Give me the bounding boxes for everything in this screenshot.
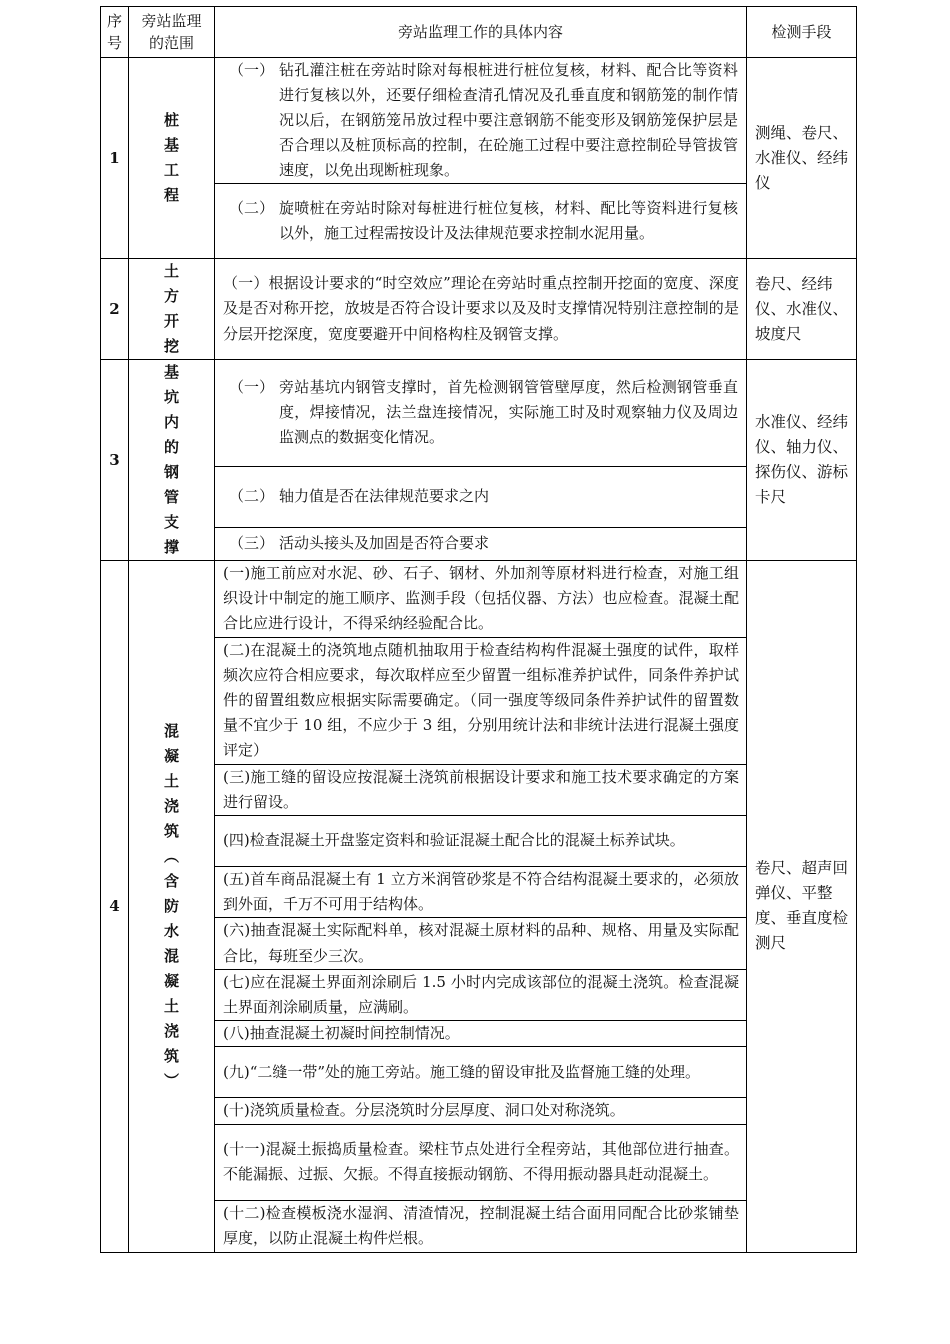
row-number: 1 xyxy=(101,58,129,259)
header-scope xyxy=(129,7,215,58)
table-row xyxy=(101,184,857,259)
scope-char: 撑 xyxy=(163,538,179,556)
tools-cell: 测绳、卷尺、水准仪、经纬仪 xyxy=(747,58,857,259)
scope-char: 浇 xyxy=(163,796,179,815)
table-row xyxy=(101,1098,857,1124)
scope-char: 钢 xyxy=(163,463,179,481)
content-cell: (五)首车商品混凝土有 1 立方米润管砂浆是不符合结构混凝土要求的，必须放到外面，千万不可用于结构体。 xyxy=(215,867,747,918)
table-row xyxy=(101,764,857,815)
table-row xyxy=(101,466,857,527)
item-text: 旋喷桩在旁站时除对每桩进行桩位复核，材料、配比等资料进行复核以外，施工过程需按设计及法律规范要求控制水泥用量。 xyxy=(279,199,738,242)
table-row xyxy=(101,816,857,867)
tools-cell: 卷尺、超声回弹仪、平整度、垂直度检测尺 xyxy=(747,561,857,1253)
scope-char: 混 xyxy=(163,946,179,965)
content-cell: (十二)检查模板浇水湿润、清渣情况，控制混凝土结合面用同配合比砂浆铺垫厚度，以防止混凝土构件烂根。 xyxy=(215,1200,747,1252)
row-number: 4 xyxy=(101,561,129,1253)
scope-char: ︵ xyxy=(163,846,179,865)
content-item xyxy=(215,375,746,450)
header-index-line2: 号 xyxy=(106,34,122,52)
content-cell: (十)浇筑质量检查。分层浇筑时分层厚度、洞口处对称浇筑。 xyxy=(215,1098,747,1124)
content-item xyxy=(215,196,746,246)
content-cell xyxy=(215,184,747,259)
row-scope xyxy=(129,360,215,561)
table-row xyxy=(101,1124,857,1200)
item-marker: （一） xyxy=(229,61,275,79)
scope-char: 基 xyxy=(163,363,179,381)
table-row xyxy=(101,1200,857,1252)
item-marker: （三） xyxy=(229,534,275,553)
scope-char: 坑 xyxy=(163,388,179,406)
table-row xyxy=(101,360,857,467)
scope-char: 基 xyxy=(163,136,179,154)
table-row xyxy=(101,1047,857,1098)
table-row xyxy=(101,527,857,560)
header-tools: 检测手段 xyxy=(747,7,857,58)
scope-char: 含 xyxy=(163,871,179,890)
table-row xyxy=(101,561,857,638)
scope-char: 挖 xyxy=(163,337,179,355)
table-row xyxy=(101,259,857,360)
scope-char: 的 xyxy=(163,438,179,456)
scope-char: ︶ xyxy=(163,1071,179,1090)
scope-char: 内 xyxy=(163,413,179,431)
content-cell xyxy=(215,527,747,560)
content-cell: (八)抽查混凝土初凝时间控制情况。 xyxy=(215,1021,747,1047)
scope-char: 筑 xyxy=(163,1046,179,1065)
table-row xyxy=(101,969,857,1020)
content-cell: (六)抽查混凝土实际配料单，核对混凝土原材料的品种、规格、用量及实际配合比，每班至少三次。 xyxy=(215,918,747,969)
content-cell: (一)施工前应对水泥、砂、石子、钢材、外加剂等原材料进行检查，对施工组织设计中制定的施工顺序、监测手段（包括仪器、方法）也应检查。混凝土配合比应进行设计，不得采纳经验配合比。 xyxy=(215,561,747,638)
row-scope xyxy=(129,58,215,259)
content-cell: (七)应在混凝土界面剂涂刷后 1.5 小时内完成该部位的混凝土浇筑。检查混凝土界面剂涂刷质量，应满刷。 xyxy=(215,969,747,1020)
scope-char: 防 xyxy=(163,896,179,915)
content-cell: (九)“二缝一带”处的施工旁站。施工缝的留设审批及监督施工缝的处理。 xyxy=(215,1047,747,1098)
scope-char: 凝 xyxy=(163,971,179,990)
scope-char: 水 xyxy=(163,921,179,940)
row-scope xyxy=(129,561,215,1253)
scope-char: 土 xyxy=(163,262,179,280)
item-text: 轴力值是否在法律规范要求之内 xyxy=(279,487,490,506)
scope-char: 凝 xyxy=(163,746,179,765)
item-text: 旁站基坑内钢管支撑时，首先检测钢管管壁厚度，然后检测钢管垂直度，焊接情况，法兰盘连接情况，实际施工时及时观察轴力仪及周边监测点的数据变化情况。 xyxy=(279,378,738,447)
row-scope xyxy=(129,259,215,360)
scope-char: 土 xyxy=(163,771,179,790)
item-text: 活动头接头及加固是否符合要求 xyxy=(279,534,490,553)
item-marker: （二） xyxy=(229,199,275,217)
item-marker: （一） xyxy=(229,378,275,397)
scope-char: 浇 xyxy=(163,1021,179,1040)
header-index-line1: 序 xyxy=(106,12,122,30)
content-cell: (三)施工缝的留设应按混凝土浇筑前根据设计要求和施工技术要求确定的方案进行留设。 xyxy=(215,764,747,815)
scope-char: 支 xyxy=(163,513,179,531)
scope-char: 混 xyxy=(163,721,179,740)
scope-char: 程 xyxy=(163,186,179,204)
header-index xyxy=(101,7,129,58)
scope-char: 工 xyxy=(163,161,179,179)
header-scope-line1: 旁站监理 xyxy=(141,12,202,30)
content-item xyxy=(215,484,746,509)
scope-char: 筑 xyxy=(163,821,179,840)
header-scope-line2: 的范围 xyxy=(148,34,194,52)
supervision-table xyxy=(100,6,857,1253)
row-number: 2 xyxy=(101,259,129,360)
scope-char: 土 xyxy=(163,996,179,1015)
content-cell: （一）根据设计要求的“时空效应”理论在旁站时重点控制开挖面的宽度、深度及是否对称开挖，放坡是否符合设计要求以及及时支撑情况特别注意控制的是分层开挖深度，宽度要避开中间格构柱及钢管支撑。 xyxy=(215,259,747,360)
content-cell xyxy=(215,360,747,467)
table-row xyxy=(101,58,857,184)
content-cell xyxy=(215,58,747,184)
table-row xyxy=(101,637,857,764)
scope-char: 方 xyxy=(163,287,179,305)
scope-char: 桩 xyxy=(163,111,179,129)
scope-char: 管 xyxy=(163,488,179,506)
item-marker: （二） xyxy=(229,487,275,506)
content-item xyxy=(215,531,746,556)
scope-char: 开 xyxy=(163,312,179,330)
content-cell xyxy=(215,466,747,527)
content-cell: (四)检查混凝土开盘鉴定资料和验证混凝土配合比的混凝土标养试块。 xyxy=(215,816,747,867)
content-cell: (十一)混凝土振捣质量检查。梁柱节点处进行全程旁站，其他部位进行抽查。不能漏振、过振、欠振。不得直接振动钢筋、不得用振动器具赶动混凝土。 xyxy=(215,1124,747,1200)
content-item xyxy=(215,58,746,183)
content-cell: (二)在混凝土的浇筑地点随机抽取用于检查结构构件混凝土强度的试件，取样频次应符合相应要求，每次取样应至少留置一组标准养护试件，同条件养护试件的留置组数应根据实际需要确定。（同一强度等级同条件养护试件的留置数量不宜少于 10 组，不应少于 3 组，分别用统计法和非统计法进行混凝土强度评定） xyxy=(215,637,747,764)
tools-cell: 卷尺、经纬仪、水准仪、坡度尺 xyxy=(747,259,857,360)
header-content: 旁站监理工作的具体内容 xyxy=(215,7,747,58)
row-number: 3 xyxy=(101,360,129,561)
header-row xyxy=(101,7,857,58)
table-row xyxy=(101,918,857,969)
tools-cell: 水准仪、经纬仪、轴力仪、探伤仪、游标卡尺 xyxy=(747,360,857,561)
table-row xyxy=(101,867,857,918)
table-row xyxy=(101,1021,857,1047)
item-text: 钻孔灌注桩在旁站时除对每根桩进行桩位复核，材料、配合比等资料进行复核以外，还要仔细检查清孔情况及孔垂直度和钢筋笼的制作情况以后，在钢筋笼吊放过程中要注意钢筋不能变形及钢筋笼保护层是否合理以及桩顶标高的控制，在砼施工过程中要注意控制砼导管拔管速度，以免出现断桩现象。 xyxy=(279,61,738,179)
